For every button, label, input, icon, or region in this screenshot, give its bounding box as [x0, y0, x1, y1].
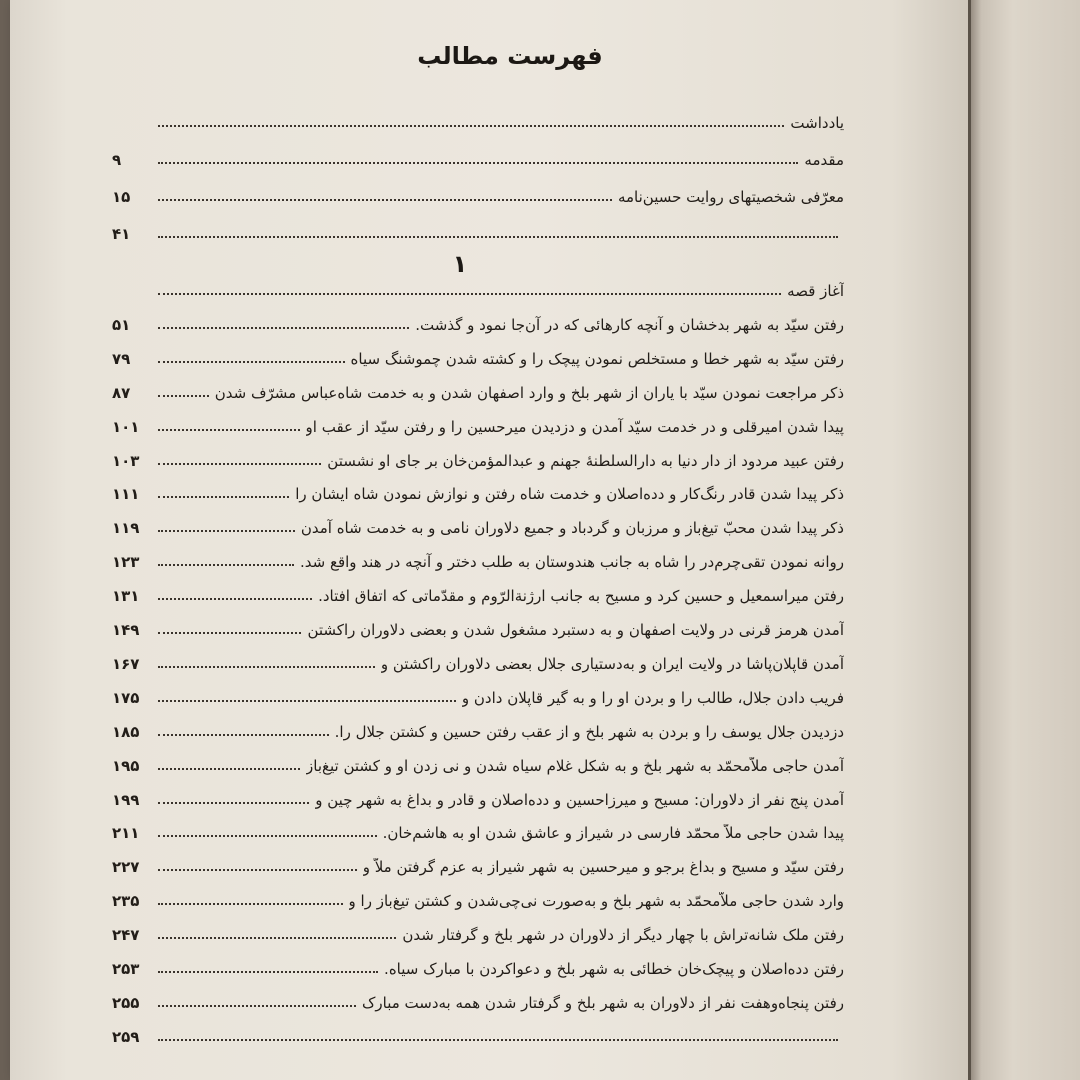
- toc-leader-dots: [158, 971, 378, 973]
- toc-leader-dots: [158, 564, 294, 566]
- toc-leader-dots: [158, 1005, 356, 1007]
- toc-leader-dots: [158, 598, 312, 600]
- toc-entry: [112, 711, 844, 743]
- book-binding: [968, 0, 1080, 1080]
- toc-leader-dots: [158, 700, 456, 702]
- toc-entry: [112, 406, 844, 438]
- toc-page-number: ۲۳۵: [112, 892, 140, 911]
- toc-entry: [112, 507, 844, 539]
- toc-entry-title: رفتن ملک شانه‌تراش با چهار دیگر از دلاوران در شهر بلخ و گرفتار شدن: [402, 926, 844, 945]
- toc-entry-title: وارد شدن حاجی ملاّمحمّد به شهر بلخ و به‌صورت نی‌چی‌شدن و کشتن تیغ‌باز را و: [348, 892, 844, 911]
- toc-page-number: ۱۴۹: [112, 621, 140, 639]
- toc-entry: [112, 575, 844, 607]
- toc-entry: [112, 677, 844, 709]
- toc-entry: [112, 541, 844, 573]
- toc-page-number: ۱۰۱: [112, 417, 140, 436]
- toc-entry-title: رفتن سیّد و مسیح و بداغ برجو و میرحسین به شهر شیراز به عزم گرفتن ملاّ و: [362, 858, 844, 877]
- toc-entry-title: یادداشت: [790, 114, 844, 132]
- toc-leader-dots: [158, 199, 612, 201]
- toc-page-number: ۸۷: [112, 383, 131, 402]
- toc-page-number: ۱۰۳: [112, 451, 140, 470]
- toc-entry-title: معرّفی شخصیتهای روایت حسین‌نامه: [617, 188, 844, 206]
- toc-page-number: ۱۳۱: [112, 587, 140, 606]
- toc-leader-dots: [158, 632, 301, 634]
- toc-leader-dots: [158, 162, 798, 164]
- toc-leader-dots: [158, 236, 838, 238]
- toc-entry: [112, 304, 844, 336]
- toc-entry-title: ذکر پیدا شدن قادر رنگ‌کار و دده‌اصلان و خدمت شاه رفتن و نوازش نمودن شاه ایشان را: [295, 485, 844, 504]
- toc-leader-dots: [158, 869, 357, 871]
- toc-leader-dots: [158, 937, 396, 939]
- toc-entry: [112, 948, 844, 980]
- toc-leader-dots: [158, 666, 375, 668]
- toc-entry: [112, 338, 844, 370]
- toc-page-number: ۱۹۹: [112, 790, 140, 809]
- toc-leader-dots: [158, 125, 784, 127]
- toc-page-number: ۱۱۹: [112, 519, 140, 538]
- toc-page-number: ۵۱: [112, 315, 131, 334]
- toc-entry-title: ذکر مراجعت نمودن سیّد با یاران از شهر بلخ و وارد اصفهان شدن و به خدمت شاه‌عباس مشرّف شدن: [214, 383, 844, 402]
- toc-entry: [112, 609, 844, 641]
- toc-entry-title: مقدمه: [804, 151, 844, 169]
- toc-entry: [112, 213, 844, 245]
- toc-entry: [112, 982, 844, 1014]
- toc-page-number: ۹: [112, 151, 122, 169]
- toc-entry: [112, 270, 844, 302]
- toc-page-number: ۲۲۷: [112, 858, 140, 877]
- toc-entry: [112, 914, 844, 946]
- toc-page-number: ۲۴۷: [112, 926, 140, 945]
- toc-leader-dots: [158, 496, 289, 498]
- toc-leader-dots: [158, 293, 781, 295]
- toc-page-number: ۲۵۹: [112, 1027, 140, 1046]
- toc-leader-dots: [158, 903, 343, 905]
- toc-entry-title: رفتن پنجاه‌وهفت نفر از دلاوران به شهر بلخ و گرفتار شدن همه به‌دست مبارک: [361, 993, 844, 1012]
- toc-leader-dots: [158, 1039, 838, 1041]
- toc-entry-title: رفتن عبید مردود از دار دنیا به دارالسلطنهٔ جهنم و عبدالمؤمن‌خان بر جای او نشستن: [327, 451, 844, 470]
- toc-leader-dots: [158, 429, 300, 431]
- toc-page-number: [112, 132, 152, 134]
- toc-leader-dots: [158, 530, 295, 532]
- toc-page-number: ۱۶۷: [112, 654, 140, 673]
- toc-entry-title: فریب دادن جلال، طالب را و بردن او را و به گیر قاپلان دادن و: [461, 688, 844, 707]
- toc-entry: [112, 139, 844, 171]
- toc-title: فهرست مطالب: [417, 42, 603, 70]
- toc-entry-title: رفتن سیّد به شهر خطا و مستخلص نمودن پیچک را و کشته شدن چموشنگ سیاه: [350, 349, 844, 368]
- toc-page-number: ۱۸۵: [112, 722, 140, 741]
- toc-page-number: ۴۱: [112, 225, 131, 243]
- toc-page-number: ۱۵: [112, 188, 131, 206]
- toc-entry-title: ذکر پیدا شدن محبّ تیغ‌باز و مرزبان و گردباد و جمیع دلاوران نامی و به خدمت شاه آمدن: [300, 519, 844, 538]
- toc-leader-dots: [158, 835, 377, 837]
- toc-entry-title: رفتن دده‌اصلان و پیچک‌خان خطائی به شهر بلخ و دعواکردن با مبارک سیاه.: [384, 960, 844, 978]
- toc-entry: [112, 1016, 844, 1048]
- toc-entry-title: آمدن پنج نفر از دلاوران: مسیح و میرزاحسین و دده‌اصلان و قادر و بداغ به شهر چین و: [315, 790, 844, 809]
- toc-entry: [112, 372, 844, 404]
- toc-page-number: ۱۹۵: [112, 756, 140, 775]
- toc-entry: [112, 745, 844, 777]
- toc-page-number: ۱۱۱: [112, 485, 140, 504]
- toc-entry-title: دزدیدن جلال یوسف را و بردن به شهر بلخ و از عقب رفتن حسین و کشتن جلال را.: [334, 722, 844, 741]
- toc-entry: [112, 176, 844, 208]
- toc-entry: [112, 643, 844, 675]
- binding-edge: [968, 0, 971, 1080]
- toc-leader-dots: [158, 734, 329, 736]
- toc-page-number: ۲۱۱: [112, 824, 140, 843]
- toc-leader-dots: [158, 463, 321, 465]
- toc-entry: [112, 473, 844, 505]
- toc-entry-title: پیدا شدن حاجی ملاّ محمّد فارسی در شیراز و عاشق شدن او به هاشم‌خان.: [382, 824, 844, 843]
- toc-page-number: ۲۵۳: [112, 960, 140, 978]
- toc-entry: [112, 779, 844, 811]
- toc-entry-title: رفتن میراسمعیل و حسین کرد و مسیح به جانب ارژنةالرّوم و مقدّماتی که اتفاق افتاد.: [318, 587, 844, 606]
- toc-entry: [112, 102, 844, 134]
- toc-leader-dots: [158, 802, 309, 804]
- toc-entry: [112, 880, 844, 912]
- toc-page-number: ۱۷۵: [112, 688, 140, 707]
- toc-leader-dots: [158, 327, 409, 329]
- toc-entry: [112, 846, 844, 878]
- toc-page-number: ۷۹: [112, 349, 131, 368]
- section-number: ۱: [452, 250, 468, 278]
- toc-entry-title: روانه نمودن تقی‌چرم‌در را شاه به جانب هندوستان به طلب دختر و آنچه در هند واقع شد.: [299, 553, 844, 572]
- toc-entry-title: پیدا شدن امیرقلی و در خدمت سیّد آمدن و دزدیدن میرحسین را و رفتن سیّد از عقب او: [305, 417, 844, 436]
- toc-entry-title: آمدن حاجی ملاّمحمّد به شهر بلخ و به شکل غلام سیاه شدن و نی زدن او و کشتن تیغ‌باز: [306, 756, 844, 775]
- toc-entry-title: رفتن سیّد به شهر بدخشان و آنچه کارهائی که در آن‌جا نمود و گذشت.: [415, 315, 844, 334]
- toc-entry-title: آمدن قاپلان‌پاشا در ولایت ایران و به‌دستیاری جلال بعضی دلاوران راکشتن و: [380, 654, 844, 673]
- toc-leader-dots: [158, 768, 300, 770]
- toc-page-number: ۲۵۵: [112, 993, 140, 1012]
- toc-entry: [112, 812, 844, 844]
- toc-leader-dots: [158, 395, 209, 397]
- toc-page-number: ۱۲۳: [112, 553, 140, 572]
- toc-leader-dots: [158, 361, 345, 363]
- toc-entry: [112, 440, 844, 472]
- toc-page-number: [112, 300, 152, 302]
- toc-entry-title: آغاز قصه: [787, 282, 844, 300]
- toc-entry-title: آمدن هرمز قرنی در ولایت اصفهان و به دستبرد مشغول شدن و بعضی دلاوران راکشتن: [307, 621, 844, 639]
